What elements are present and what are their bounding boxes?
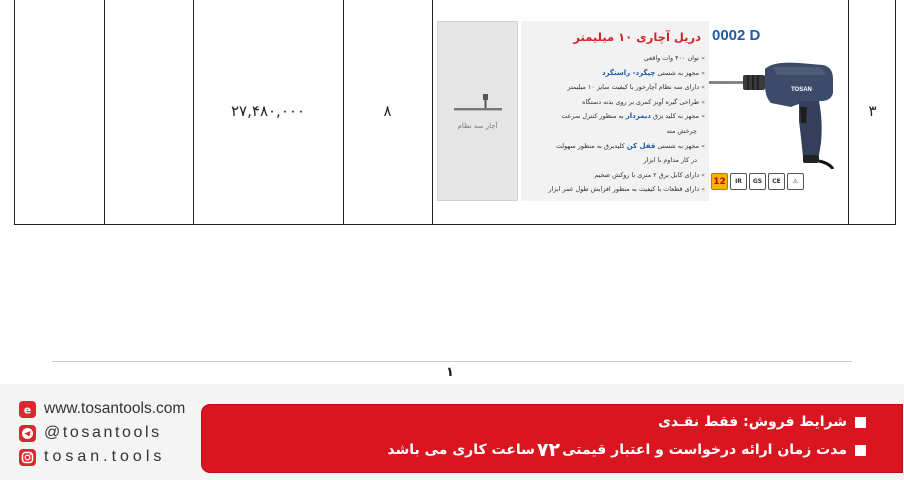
instagram-link[interactable] [19, 448, 165, 466]
feature-item: » مجهز به کلید برق دیمردار به منظور کنترل سرعت [523, 109, 705, 124]
page-number: ۱ [446, 365, 454, 380]
product-card [437, 19, 845, 202]
feature-item: » مجهز به شستی چپگرد- راستگرد [523, 66, 705, 81]
accessory-caption: آچار سه نظام [457, 122, 498, 130]
gs-badge-icon: GS [749, 173, 766, 190]
feature-item-continuation: چرخش مته [666, 126, 697, 135]
bullet-square-icon [855, 417, 866, 428]
instagram-icon [19, 449, 36, 466]
table-cell-price: ۲۷,۴۸۰,۰۰۰ [231, 102, 305, 120]
telegram-icon [19, 425, 36, 442]
description-panel [521, 21, 709, 201]
sales-conditions-banner [202, 405, 902, 472]
table-cell-empty-1 [15, 0, 104, 224]
feature-item: » طراحی گیره آویز کمری بر روی بدنه دستگاه [523, 95, 705, 110]
table-divider [432, 0, 433, 224]
accessory-panel [437, 21, 518, 201]
feature-item: » دارای قطعات با کیفیت به منظور افزایش طول عمر ابزار [523, 182, 705, 197]
instagram-text: tosan.tools [44, 448, 166, 465]
condition-1: شرایط فروش: فقط نقـدی [658, 414, 866, 430]
feature-item: » مجهز به شستی قفل کن کلیدبرق به منظور سهولت [523, 139, 705, 154]
product-title: دریل آچاری ۱۰ میلیمتر [573, 30, 701, 44]
drill-product-image [707, 51, 841, 169]
table-cell-row-number: ۳ [868, 102, 877, 120]
footer [0, 384, 904, 480]
model-code: 0002 D [712, 27, 761, 44]
certification-badges [711, 173, 804, 190]
table-cell-quantity: ۸ [383, 102, 392, 120]
standard-badge-icon: IR [730, 173, 747, 190]
chuck-key-icon [450, 92, 506, 122]
svg-text:e: e [23, 403, 32, 416]
condition-2: مدت زمان ارائه درخواست و اعتبار قیمتی ۷۲ ساعت کاری می باشد [387, 439, 866, 461]
feature-item-continuation: در کار مداوم با ابزار [643, 156, 697, 165]
page-divider [52, 361, 852, 362]
website-text: www.tosantools.com [44, 400, 186, 417]
web-icon [19, 401, 36, 418]
website-link[interactable] [19, 400, 185, 418]
feature-list [523, 51, 705, 197]
telegram-link[interactable] [19, 424, 162, 442]
feature-item: » دارای کابل برق ۲ متری با روکش ضخیم [523, 168, 705, 183]
warranty-badge-icon: 12 [711, 173, 728, 190]
table-cell-empty-2 [104, 0, 193, 224]
drill-brand-label: TOSAN [791, 87, 812, 93]
feature-item: » توان ۴۰۰ وات واقعی [523, 51, 705, 66]
ce-badge-icon: CE [768, 173, 785, 190]
feature-item: » دارای سه نظام آچارخور با کیفیت سایز ۱۰ میلیمتر [523, 80, 705, 95]
telegram-text: @tosantools [44, 424, 162, 441]
warning-badge-icon: ⚠ [787, 173, 804, 190]
bullet-square-icon [855, 445, 866, 456]
